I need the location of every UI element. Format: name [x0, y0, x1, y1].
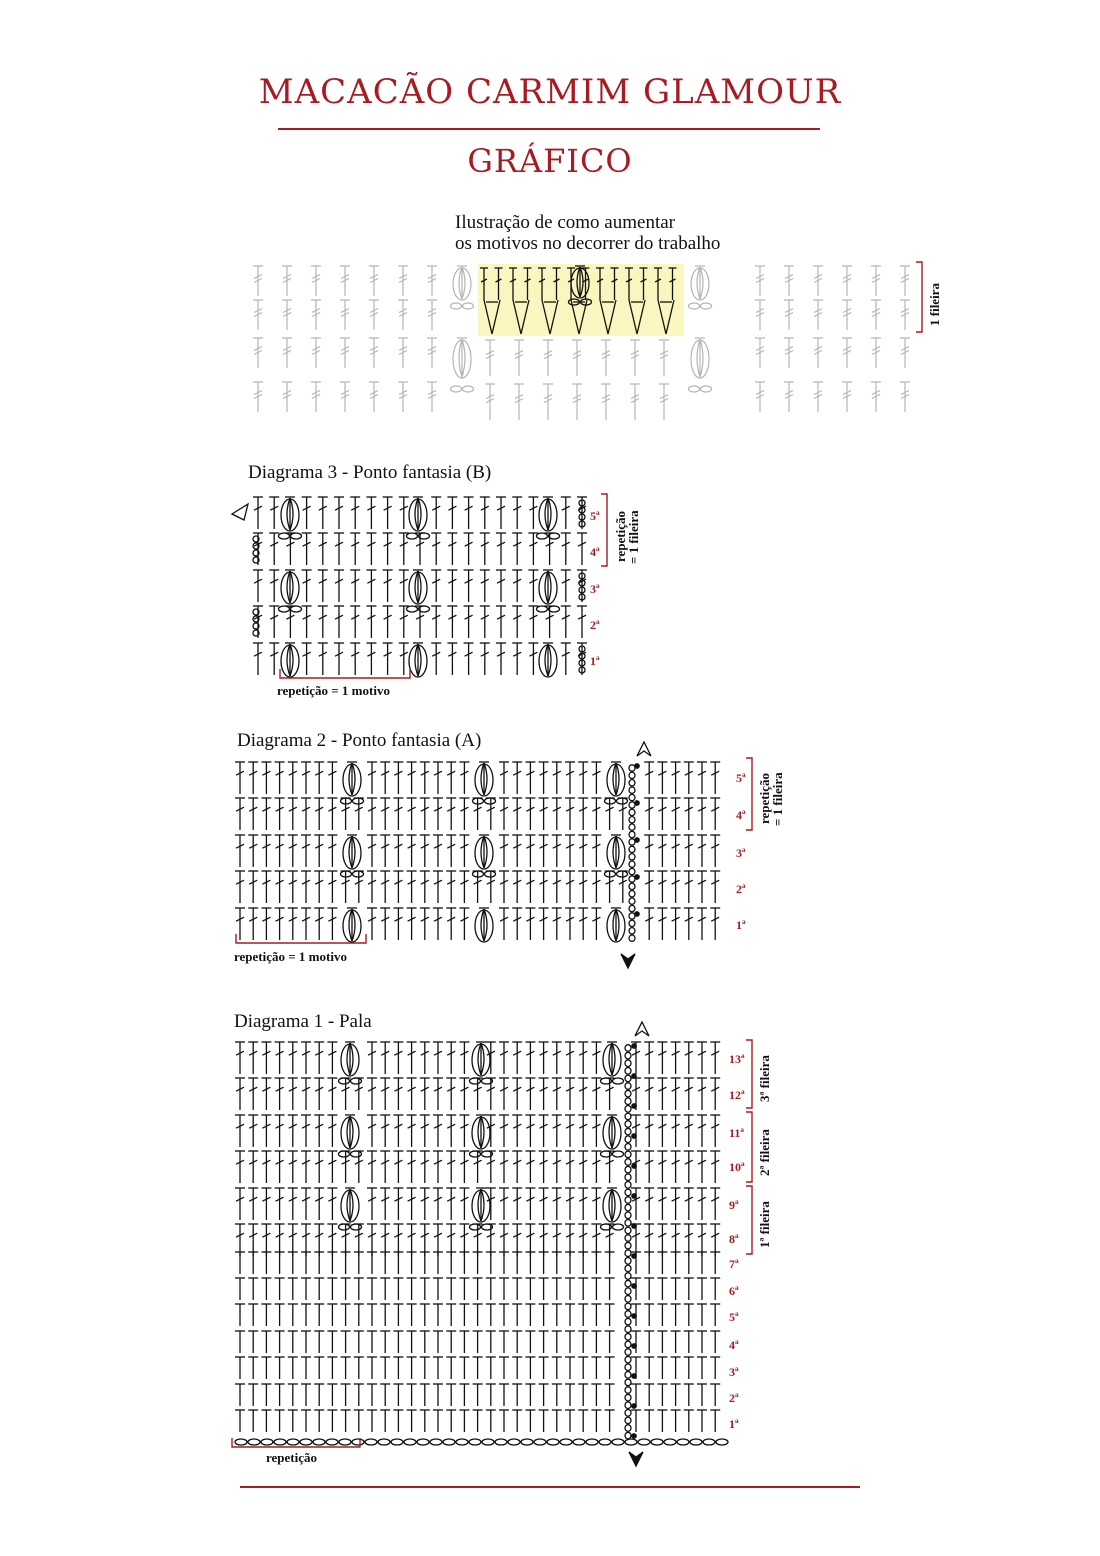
diagram-1-stitches — [235, 1042, 720, 1432]
diagram-3-start-arrow — [232, 504, 248, 520]
slip-stitch-dot — [635, 875, 639, 879]
chain-stitch — [701, 303, 712, 309]
chain-stitch — [521, 1439, 533, 1445]
chain-stitch — [625, 1372, 631, 1379]
chain-stitch — [617, 871, 628, 877]
diagram-3-title: Diagrama 3 - Ponto fantasia (B) — [248, 462, 492, 483]
chain-stitch — [629, 831, 635, 837]
illustration-caption-1: Ilustração de como aumentar — [455, 212, 675, 233]
diagram-2-start-arrow — [621, 954, 635, 968]
slip-stitch-dot — [632, 1284, 636, 1288]
chain-stitch — [625, 1341, 631, 1348]
diagram-1-row-label: 10ª — [729, 1160, 745, 1174]
chain-stitch — [443, 1439, 455, 1445]
chain-stitch — [351, 1151, 362, 1157]
slip-stitch-dot — [632, 1374, 636, 1378]
chain-stitch — [651, 1439, 663, 1445]
chain-stitch — [508, 1439, 520, 1445]
chain-stitch — [625, 1379, 631, 1386]
chain-stitch — [625, 1098, 631, 1105]
chain-stitch — [365, 1439, 377, 1445]
chain-stitch — [430, 1439, 442, 1445]
illustration-caption-2: os motivos no decorrer do trabalho — [455, 233, 721, 254]
chain-stitch — [629, 824, 635, 830]
chain-stitch — [625, 1083, 631, 1090]
chain-stitch — [625, 1235, 631, 1242]
chain-stitch — [456, 1439, 468, 1445]
chain-stitch — [537, 533, 548, 539]
chain-stitch — [625, 1417, 631, 1424]
chain-stitch — [716, 1439, 728, 1445]
chain-stitch — [625, 1432, 631, 1439]
chain-stitch — [629, 809, 635, 815]
chain-stitch — [404, 1439, 416, 1445]
chain-stitch — [625, 1045, 631, 1052]
diagram-1-row-label: 1ª — [729, 1417, 739, 1431]
chain-stitch — [391, 1439, 403, 1445]
chain-stitch — [463, 303, 474, 309]
chain-stitch — [625, 1250, 631, 1257]
chain-stitch — [613, 1078, 624, 1084]
chain-stitch — [407, 606, 418, 612]
chain-stitch — [351, 1078, 362, 1084]
chain-stitch — [625, 1182, 631, 1189]
chain-stitch — [451, 386, 462, 392]
chain-stitch — [291, 606, 302, 612]
chain-stitch — [625, 1174, 631, 1181]
chain-stitch — [625, 1402, 631, 1409]
chain-stitch — [378, 1439, 390, 1445]
chain-stitch — [612, 1439, 624, 1445]
slip-stitch-dot — [632, 1254, 636, 1258]
diagram-3-row-label: 3ª — [590, 582, 600, 596]
chain-stitch — [469, 1439, 481, 1445]
chain-stitch — [629, 854, 635, 860]
chain-stitch — [463, 386, 474, 392]
chain-stitch — [339, 1439, 351, 1445]
chain-stitch — [629, 928, 635, 934]
chain-stitch — [625, 1204, 631, 1211]
diagram-3-row-label: 4ª — [590, 545, 600, 559]
slip-stitch-dot — [632, 1314, 636, 1318]
slip-stitch-dot — [635, 912, 639, 916]
chain-stitch — [625, 1303, 631, 1310]
chain-stitch — [613, 1224, 624, 1230]
chain-stitch — [625, 1159, 631, 1166]
page-title: MACACÃO CARMIM GLAMOUR — [258, 72, 842, 112]
chain-stitch — [638, 1439, 650, 1445]
slip-stitch-dot — [632, 1194, 636, 1198]
slip-stitch-dot — [632, 1164, 636, 1168]
chain-stitch — [625, 1052, 631, 1059]
chain-stitch — [313, 1439, 325, 1445]
chain-stitch — [625, 1068, 631, 1075]
chain-stitch — [629, 920, 635, 926]
slip-stitch-dot — [632, 1344, 636, 1348]
diagram-2-row-label: 2ª — [736, 882, 746, 896]
chain-stitch — [629, 898, 635, 904]
chain-stitch — [235, 1439, 247, 1445]
diagram-1-row-label: 2ª — [729, 1391, 739, 1405]
chain-stitch — [495, 1439, 507, 1445]
chain-stitch — [625, 1060, 631, 1067]
chain-stitch — [625, 1318, 631, 1325]
chain-stitch — [485, 798, 496, 804]
chain-stitch — [625, 1273, 631, 1280]
chain-stitch — [625, 1090, 631, 1097]
chain-stitch — [537, 606, 548, 612]
chain-stitch — [664, 1439, 676, 1445]
chain-stitch — [629, 883, 635, 889]
chain-stitch — [625, 1136, 631, 1143]
chain-stitch — [625, 1166, 631, 1173]
diagram-1-row-label: 12ª — [729, 1088, 745, 1102]
chain-stitch — [629, 794, 635, 800]
chain-stitch — [451, 303, 462, 309]
diagram-3-repeat-row-label: repetição — [613, 510, 628, 562]
diagram-1-group-label: 2ª fileira — [757, 1129, 772, 1176]
chain-stitch — [629, 935, 635, 941]
diagram-1-bracket-row-group — [746, 1186, 752, 1254]
chain-stitch — [625, 1296, 631, 1303]
diagram-3-repeat-bracket — [601, 494, 607, 566]
diagram-1-turning-chain — [625, 1044, 636, 1439]
chain-stitch — [625, 1189, 631, 1196]
diagram-2-repeat-row-label-2: = 1 fileira — [770, 772, 785, 826]
chain-stitch — [534, 1439, 546, 1445]
diagram-1-group-label: 3ª fileira — [757, 1055, 772, 1102]
chain-stitch — [629, 817, 635, 823]
diagram-1-row-label: 13ª — [729, 1052, 745, 1066]
diagram-1-group-label: 1ª fileira — [757, 1201, 772, 1248]
chain-stitch — [625, 1220, 631, 1227]
chain-stitch — [625, 1121, 631, 1128]
chain-stitch — [470, 1224, 481, 1230]
chain-stitch — [625, 1265, 631, 1272]
chain-stitch — [625, 1364, 631, 1371]
chain-stitch — [287, 1439, 299, 1445]
diagram-3-row-label: 2ª — [590, 618, 600, 632]
chain-stitch — [625, 1425, 631, 1432]
slip-stitch-dot — [632, 1224, 636, 1228]
chain-stitch — [279, 533, 290, 539]
chain-stitch — [248, 1439, 260, 1445]
diagram-1-row-label: 5ª — [729, 1310, 739, 1324]
chain-stitch — [629, 861, 635, 867]
chain-stitch — [677, 1439, 689, 1445]
chain-stitch — [339, 1151, 350, 1157]
chain-stitch — [629, 913, 635, 919]
chain-stitch — [629, 846, 635, 852]
chain-stitch — [625, 1410, 631, 1417]
diagram-3-repeat-row-label-2: = 1 fileira — [626, 510, 641, 564]
diagram-1-foundation-chain — [235, 1439, 728, 1445]
chain-stitch — [352, 1439, 364, 1445]
chain-stitch — [586, 1439, 598, 1445]
chain-stitch — [613, 1151, 624, 1157]
diagram-2-row-label: 1ª — [736, 918, 746, 932]
diagram-3-repeat-motif-label: repetição = 1 motivo — [277, 683, 390, 698]
diagram-1-repeat-label: repetição — [266, 1450, 318, 1465]
diagram-2-stitches — [235, 762, 720, 942]
diagram-1-title: Diagrama 1 - Pala — [234, 1011, 372, 1032]
chain-stitch — [470, 1151, 481, 1157]
chain-stitch — [625, 1326, 631, 1333]
chain-stitch — [629, 772, 635, 778]
diagram-1-row-label: 9ª — [729, 1198, 739, 1212]
chain-stitch — [482, 1439, 494, 1445]
diagram-2-end-arrow — [637, 742, 651, 756]
chain-stitch — [625, 1349, 631, 1356]
chain-stitch — [629, 780, 635, 786]
chain-stitch — [629, 802, 635, 808]
diagram-3-stitches — [253, 497, 587, 677]
diagram-1-row-label: 7ª — [729, 1257, 739, 1271]
diagram-2-title: Diagrama 2 - Ponto fantasia (A) — [237, 730, 482, 751]
diagram-2-repeat-bracket — [746, 758, 752, 830]
chain-stitch — [625, 1311, 631, 1318]
diagram-2-repeat-motif-label: repetição = 1 motivo — [234, 949, 347, 964]
chain-stitch — [339, 1224, 350, 1230]
page-subtitle: GRÁFICO — [467, 142, 633, 180]
chain-stitch — [629, 765, 635, 771]
diagram-3-row-label: 5ª — [590, 509, 600, 523]
diagram-2-turning-chain — [629, 764, 639, 942]
slip-stitch-dot — [632, 1074, 636, 1078]
chain-stitch — [625, 1334, 631, 1341]
slip-stitch-dot — [632, 1434, 636, 1438]
footer-divider — [240, 1486, 860, 1488]
slip-stitch-dot — [632, 1404, 636, 1408]
diagram-3-motif-bracket — [280, 669, 410, 678]
chain-stitch — [625, 1356, 631, 1363]
chain-stitch — [617, 798, 628, 804]
chain-stitch — [417, 1439, 429, 1445]
chain-stitch — [629, 891, 635, 897]
chain-stitch — [625, 1242, 631, 1249]
chain-stitch — [625, 1212, 631, 1219]
chain-stitch — [560, 1439, 572, 1445]
chain-stitch — [629, 905, 635, 911]
diagram-1-row-label: 8ª — [729, 1232, 739, 1246]
slip-stitch-dot — [635, 801, 639, 805]
diagram-1-row-label: 11ª — [729, 1126, 744, 1140]
chain-stitch — [629, 787, 635, 793]
diagram-2-repeat-row-label: repetição — [757, 772, 772, 824]
chain-stitch — [353, 798, 364, 804]
chain-stitch — [279, 606, 290, 612]
chain-stitch — [629, 876, 635, 882]
chain-stitch — [629, 839, 635, 845]
slip-stitch-dot — [635, 838, 639, 842]
chain-stitch — [625, 1258, 631, 1265]
chain-stitch — [351, 1224, 362, 1230]
diagram-2-row-label: 3ª — [736, 846, 746, 860]
chain-stitch — [261, 1439, 273, 1445]
chain-stitch — [625, 1075, 631, 1082]
chain-stitch — [625, 1113, 631, 1120]
diagram-1-row-label: 6ª — [729, 1284, 739, 1298]
chain-stitch — [485, 871, 496, 877]
chain-stitch — [625, 1288, 631, 1295]
slip-stitch-dot — [632, 1134, 636, 1138]
diagram-2-row-label: 5ª — [736, 771, 746, 785]
chain-stitch — [625, 1439, 637, 1445]
chain-stitch — [625, 1227, 631, 1234]
chain-stitch — [470, 1078, 481, 1084]
chain-stitch — [629, 868, 635, 874]
chain-stitch — [407, 533, 418, 539]
diagram-3-row-label: 1ª — [590, 654, 600, 668]
chain-stitch — [625, 1197, 631, 1204]
chain-stitch — [547, 1439, 559, 1445]
chain-stitch — [701, 386, 712, 392]
chain-stitch — [573, 1439, 585, 1445]
chain-stitch — [625, 1387, 631, 1394]
chain-stitch — [353, 871, 364, 877]
diagram-2-row-label: 4ª — [736, 808, 746, 822]
chain-stitch — [625, 1128, 631, 1135]
chain-stitch — [625, 1151, 631, 1158]
chain-stitch — [326, 1439, 338, 1445]
diagram-1-end-arrow — [635, 1022, 649, 1036]
chain-stitch — [599, 1439, 611, 1445]
illustration-bracket — [916, 262, 922, 332]
chain-stitch — [274, 1439, 286, 1445]
chain-stitch — [300, 1439, 312, 1445]
chain-stitch — [291, 533, 302, 539]
chain-stitch — [625, 1106, 631, 1113]
chain-stitch — [689, 386, 700, 392]
diagram-1-row-label: 4ª — [729, 1338, 739, 1352]
chain-stitch — [690, 1439, 702, 1445]
diagram-1-start-arrow — [629, 1452, 643, 1466]
chain-stitch — [339, 1078, 350, 1084]
chain-stitch — [689, 303, 700, 309]
chain-stitch — [703, 1439, 715, 1445]
diagram-1-row-label: 3ª — [729, 1365, 739, 1379]
chain-stitch — [625, 1144, 631, 1151]
chain-stitch — [625, 1394, 631, 1401]
chain-stitch — [625, 1280, 631, 1287]
illustration-row-bracket-label: 1 fileira — [927, 283, 942, 326]
slip-stitch-dot — [632, 1044, 636, 1048]
slip-stitch-dot — [635, 764, 639, 768]
slip-stitch-dot — [632, 1104, 636, 1108]
diagram-1-bracket-row-group — [746, 1112, 752, 1182]
diagram-1-bracket-row-group — [746, 1040, 752, 1108]
